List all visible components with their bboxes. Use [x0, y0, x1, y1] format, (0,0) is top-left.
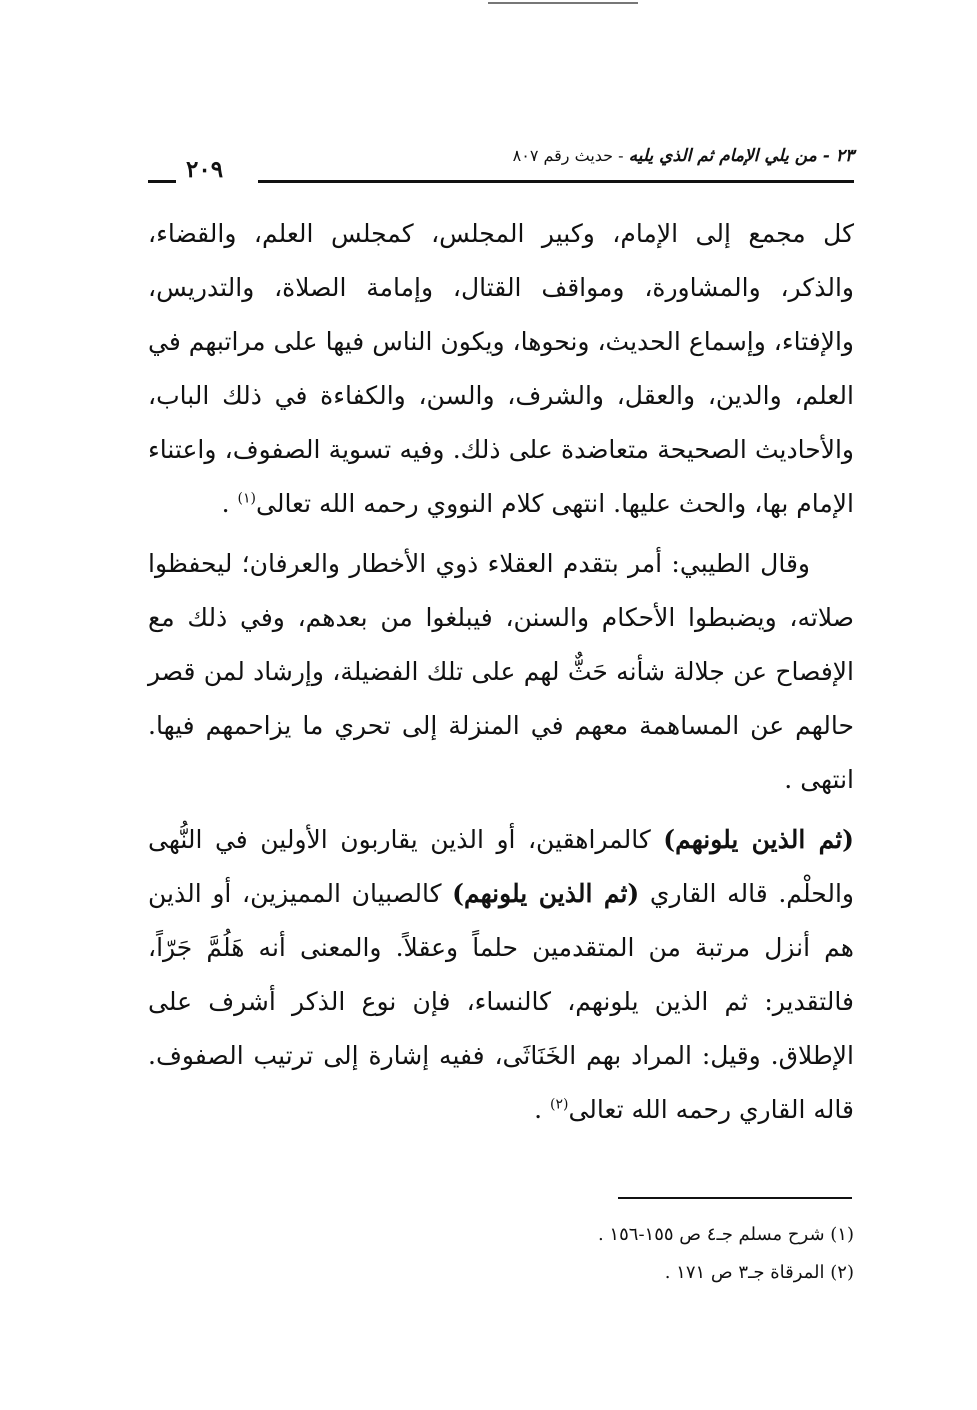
page-number: ٢٠٩	[186, 156, 224, 183]
footnote: (٢) المرقاة جـ٣ ص ١٧١ .	[664, 1262, 854, 1283]
running-header	[148, 144, 854, 188]
page-number-dash	[148, 180, 176, 183]
chapter-title	[513, 146, 854, 166]
paragraph	[148, 537, 854, 807]
paragraph-text: كالصبيان المميزين، أو الذين هم أنزل مرتبة من المتقدمين حلماً وعقلاً. والمعنى أنه هَلُمَّ جَرّاً، فالتقدير: ثم الذين يلونهم، كالنساء، فإن نوع الذكر أشرف على الإطلاق. وقيل: المراد بهم الخَنَاثَى، ففيه إشارة إلى ترتيب الصفوف. قاله القاري رحمه الله تعالى	[148, 879, 854, 1124]
hadith-number: - حديث رقم ٨٠٧	[512, 146, 629, 165]
hadith-quote: (ثم الذين يلونهم)	[452, 879, 640, 908]
paragraph	[148, 207, 854, 531]
chapter-title-text: ٢٣ - من يلي الإمام ثم الذي يليه	[628, 146, 854, 166]
paragraph-text: كل مجمع إلى الإمام، وكبير المجلس، كمجلس العلم، والقضاء، والذكر، والمشاورة، ومواقف القتال، وإمامة الصلاة، والتدريس، والإفتاء، وإسماع الحديث، ونحوها، ويكون الناس فيها على مراتبهم في العلم، والدين، والعقل، والشرف، والسن، والكفاءة في ذلك الباب، والأحاديث الصحيحة متعاضدة على ذلك. وفيه تسوية الصفوف، واعتناء الإمام بها، والحث عليها. انتهى كلام النووي رحمه الله تعالى	[148, 219, 854, 518]
footnote-reference: (٢)	[549, 1096, 569, 1113]
main-text	[148, 207, 854, 1143]
footnote: (١) شرح مسلم جـ٤ ص ١٥٥-١٥٦ .	[597, 1224, 854, 1245]
paragraph-text: .	[221, 489, 238, 518]
top-edge-rule	[488, 2, 638, 4]
footnote-reference: (١)	[237, 490, 256, 507]
paragraph	[148, 813, 854, 1137]
hadith-quote: (ثم الذين يلونهم)	[663, 825, 854, 854]
paragraph-text: وقال الطيبي: أمر بتقدم العقلاء ذوي الأخطار والعرفان؛ ليحفظوا صلاته، ويضبطوا الأحكام والسنن، فيبلغوا من بعدهم، وفي ذلك مع الإفصاح عن جلالة شأنه حَثٌّ لهم على تلك الفضيلة، وإرشاد لمن قصر حالهم عن المساهمة معهم في المنزلة إلى تحري ما يزاحمهم فيها. انتهى .	[148, 549, 854, 794]
footnote-separator	[618, 1197, 852, 1199]
header-rule	[258, 180, 854, 183]
paragraph-text: .	[534, 1095, 550, 1124]
paragraph-text: كالمراهقين، أو الذين يقاربون الأولين في النُّهى والحلْم. قاله القاري	[148, 825, 854, 908]
footnotes	[148, 1216, 854, 1292]
